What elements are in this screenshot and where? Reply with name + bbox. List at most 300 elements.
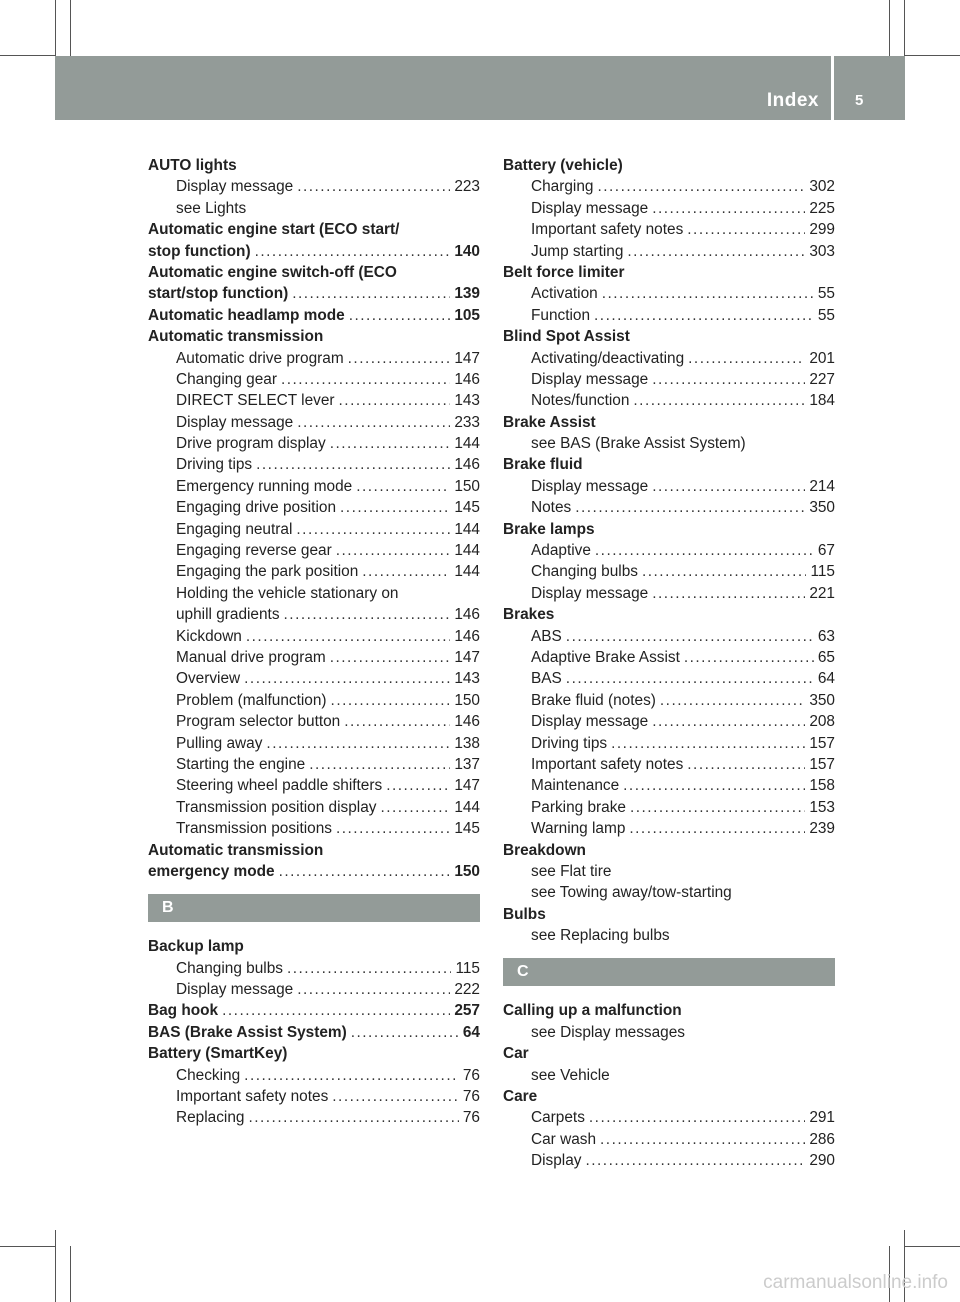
index-entry-text: Backup lamp [148, 938, 244, 956]
index-subentry [148, 668, 480, 689]
index-entry-text: Car wash [531, 1130, 597, 1148]
page-reference[interactable]: 146 [454, 713, 480, 731]
dot-leader [222, 1000, 450, 1021]
dot-leader [332, 1086, 459, 1107]
index-entry-text: Automatic transmission [148, 841, 324, 859]
index-entry-text: Display message [176, 178, 294, 196]
index-heading [148, 1043, 480, 1064]
page-reference[interactable]: 139 [454, 285, 480, 303]
index-subentry [503, 283, 835, 304]
dot-leader [244, 1065, 459, 1086]
page-header [55, 56, 905, 120]
index-entry-text: Brake lamps [503, 520, 595, 538]
index-entry-text: Starting the engine [176, 755, 306, 773]
dot-leader [287, 958, 451, 979]
page-reference[interactable]: 64 [462, 1023, 480, 1041]
dot-leader [652, 711, 805, 732]
index-entry-text: Carpets [531, 1109, 585, 1127]
index-entry-text: Automatic engine start (ECO start/ [148, 221, 400, 239]
index-entry-text: Automatic drive program [176, 349, 344, 367]
page-reference[interactable]: 150 [454, 477, 480, 495]
dot-leader [660, 690, 805, 711]
index-entry-text: see Towing away/tow-starting [531, 884, 732, 902]
index-entry-text: Brakes [503, 606, 555, 624]
index-entry-text: Breakdown [503, 841, 586, 859]
index-subentry [503, 754, 835, 775]
dot-leader [281, 369, 450, 390]
dot-leader [266, 733, 450, 754]
index-entry-text: Display message [176, 981, 294, 999]
index-entry-text: Belt force limiter [503, 263, 625, 281]
index-entry-text: Important safety notes [531, 755, 684, 773]
index-entry-text: Notes/function [531, 392, 630, 410]
page-reference[interactable]: 286 [809, 1130, 835, 1148]
index-subentry [503, 733, 835, 754]
index-entry-text: Bulbs [503, 905, 546, 923]
index-subentry [503, 583, 835, 604]
index-column-left [148, 155, 480, 1129]
index-entry-text: uphill gradients [176, 606, 280, 624]
crop-mark [70, 1246, 71, 1302]
index-subentry [148, 198, 480, 219]
index-entry-text: Function [531, 306, 591, 324]
page-reference[interactable]: 76 [462, 1066, 480, 1084]
index-entry-text: Automatic transmission [148, 328, 324, 346]
page-reference[interactable]: 150 [454, 691, 480, 709]
index-subentry [148, 497, 480, 518]
index-subentry [148, 390, 480, 411]
dot-leader [380, 797, 450, 818]
page-reference[interactable]: 302 [809, 178, 835, 196]
dot-leader [340, 497, 450, 518]
page-number: 5 [855, 92, 864, 109]
dot-leader [687, 219, 805, 240]
dot-leader [348, 348, 451, 369]
dot-leader [244, 668, 450, 689]
dot-leader [386, 775, 450, 796]
index-entry-text: ABS [531, 627, 562, 645]
index-heading [148, 326, 480, 347]
crop-mark [0, 1246, 55, 1247]
dot-leader [292, 283, 450, 304]
page-reference[interactable]: 146 [454, 456, 480, 474]
page-reference[interactable]: 76 [462, 1088, 480, 1106]
dot-leader [630, 797, 805, 818]
index-subentry [148, 979, 480, 1000]
index-subentry [148, 583, 480, 604]
dot-leader [351, 1022, 459, 1043]
index-entry-text: Replacing [176, 1109, 245, 1127]
index-subentry [503, 1129, 835, 1150]
page-reference[interactable]: 147 [454, 349, 480, 367]
index-entry-text: Important safety notes [176, 1088, 329, 1106]
index-entry-text: Display message [176, 413, 294, 431]
page-reference[interactable]: 350 [809, 499, 835, 517]
page-reference[interactable]: 140 [454, 242, 480, 260]
index-subentry [503, 925, 835, 946]
dot-leader [248, 1107, 458, 1128]
crop-mark [889, 0, 890, 56]
page-reference[interactable]: 222 [454, 981, 480, 999]
index-entry-text: Bag hook [148, 1002, 219, 1020]
page-reference[interactable]: 146 [454, 606, 480, 624]
page-reference[interactable]: 350 [809, 691, 835, 709]
index-heading [503, 454, 835, 475]
page-reference[interactable]: 105 [454, 306, 480, 324]
page-reference[interactable]: 303 [809, 242, 835, 260]
index-subentry [503, 348, 835, 369]
index-subentry [148, 958, 480, 979]
dot-leader [688, 348, 805, 369]
index-entry-text: Driving tips [176, 456, 253, 474]
index-subentry [503, 1065, 835, 1086]
index-entry-text: Notes [531, 499, 572, 517]
index-heading [503, 1000, 835, 1021]
index-subentry [503, 1107, 835, 1128]
index-entry-text: Engaging reverse gear [176, 542, 332, 560]
index-heading [148, 1022, 480, 1043]
index-entry-text: Pulling away [176, 734, 263, 752]
index-subentry [503, 241, 835, 262]
index-entry-text: Brake fluid [503, 456, 583, 474]
page-reference[interactable]: 201 [809, 349, 835, 367]
dot-leader [633, 390, 805, 411]
dot-leader [566, 668, 814, 689]
page-reference[interactable]: 144 [454, 435, 480, 453]
page-reference[interactable]: 65 [817, 648, 835, 666]
index-entry-text: Display [531, 1152, 582, 1170]
index-entry-text: Display message [531, 370, 649, 388]
page-reference[interactable]: 143 [454, 392, 480, 410]
dot-leader [336, 818, 450, 839]
index-subentry [148, 604, 480, 625]
index-entry-text: Automatic headlamp mode [148, 306, 345, 324]
dot-leader [687, 754, 805, 775]
dot-leader [331, 690, 451, 711]
page-reference[interactable]: 144 [454, 520, 480, 538]
index-subentry [148, 711, 480, 732]
index-entry-text: Display message [531, 584, 649, 602]
index-entry-text: Holding the vehicle stationary on [176, 584, 399, 602]
index-heading [503, 904, 835, 925]
dot-leader [344, 711, 450, 732]
index-entry-text: Overview [176, 670, 241, 688]
index-entry-text: Display message [531, 199, 649, 217]
index-entry-text: Warning lamp [531, 820, 626, 838]
index-heading [503, 1043, 835, 1064]
index-entry-text: Calling up a malfunction [503, 1002, 682, 1020]
dot-leader [589, 1107, 805, 1128]
index-subentry [503, 647, 835, 668]
index-entry-text: Engaging neutral [176, 520, 293, 538]
dot-leader [362, 561, 450, 582]
index-subentry [503, 861, 835, 882]
page-reference[interactable]: 208 [809, 713, 835, 731]
index-subentry [503, 176, 835, 197]
index-entry-text: Blind Spot Assist [503, 328, 630, 346]
index-heading [148, 219, 480, 240]
index-entry-text: start/stop function) [148, 285, 289, 303]
index-subentry [148, 1086, 480, 1107]
index-heading [503, 840, 835, 861]
dot-leader [330, 433, 451, 454]
index-entry-text: Brake fluid (notes) [531, 691, 656, 709]
index-entry-text: see Vehicle [531, 1066, 610, 1084]
index-subentry [148, 348, 480, 369]
dot-leader [594, 305, 814, 326]
index-heading [148, 262, 480, 283]
dot-leader [336, 540, 451, 561]
index-heading [503, 326, 835, 347]
index-subentry [503, 198, 835, 219]
page-reference[interactable]: 239 [809, 820, 835, 838]
dot-leader [284, 604, 451, 625]
page-reference[interactable]: 147 [454, 777, 480, 795]
index-entry-text: see Replacing bulbs [531, 927, 670, 945]
index-column-right [503, 155, 835, 1172]
page-reference[interactable]: 137 [454, 755, 480, 773]
crop-mark [905, 55, 960, 56]
dot-leader [597, 176, 805, 197]
page-reference[interactable]: 233 [454, 413, 480, 431]
dot-leader [255, 241, 451, 262]
index-subentry [148, 797, 480, 818]
index-subentry [503, 305, 835, 326]
index-entry-text: Battery (SmartKey) [148, 1045, 288, 1063]
index-subentry [503, 561, 835, 582]
index-subentry [148, 176, 480, 197]
index-entry-text: Maintenance [531, 777, 620, 795]
dot-leader [602, 283, 814, 304]
index-subentry [148, 647, 480, 668]
crop-mark [905, 1246, 960, 1247]
index-entry-text: BAS (Brake Assist System) [148, 1023, 347, 1041]
index-entry-text: Parking brake [531, 798, 626, 816]
page-reference[interactable]: 144 [454, 563, 480, 581]
index-subentry [148, 626, 480, 647]
page-reference[interactable]: 144 [454, 542, 480, 560]
page-reference[interactable]: 67 [817, 542, 835, 560]
dot-leader [297, 176, 450, 197]
index-heading [503, 519, 835, 540]
page-reference[interactable]: 143 [454, 670, 480, 688]
page-reference[interactable]: 291 [809, 1109, 835, 1127]
index-entry-text: Engaging drive position [176, 499, 337, 517]
index-entry-text: Drive program display [176, 435, 326, 453]
index-subentry [503, 775, 835, 796]
index-entry-text: Changing bulbs [531, 563, 638, 581]
index-subentry [148, 754, 480, 775]
index-heading [148, 936, 480, 957]
index-entry-text: Display message [531, 477, 649, 495]
index-entry-text: Checking [176, 1066, 241, 1084]
page-reference[interactable]: 214 [809, 477, 835, 495]
index-subentry [148, 818, 480, 839]
dot-leader [566, 626, 814, 647]
dot-leader [623, 775, 805, 796]
index-subentry [503, 690, 835, 711]
page-reference[interactable]: 157 [809, 734, 835, 752]
crop-mark [55, 1230, 56, 1302]
page-reference[interactable]: 153 [809, 798, 835, 816]
index-entry-text: Automatic engine switch-off (ECO [148, 263, 397, 281]
index-subentry [148, 1065, 480, 1086]
dot-leader [629, 818, 805, 839]
dot-leader [652, 198, 805, 219]
index-subentry [148, 433, 480, 454]
index-subentry [503, 882, 835, 903]
dot-leader [600, 1129, 805, 1150]
index-entry-text: Changing bulbs [176, 959, 283, 977]
dot-leader [611, 733, 805, 754]
index-entry-text: Charging [531, 178, 594, 196]
page-reference[interactable]: 299 [809, 221, 835, 239]
page-reference[interactable]: 76 [462, 1109, 480, 1127]
index-entry-text: Engaging the park position [176, 563, 359, 581]
page-reference[interactable]: 55 [817, 285, 835, 303]
index-subentry [148, 733, 480, 754]
dot-leader [575, 497, 805, 518]
dot-leader [339, 390, 451, 411]
index-entry-text: Activating/deactivating [531, 349, 685, 367]
page-reference[interactable]: 221 [809, 584, 835, 602]
index-subentry [148, 1107, 480, 1128]
dot-leader [296, 519, 450, 540]
page-reference[interactable]: 223 [454, 178, 480, 196]
page-reference[interactable]: 290 [809, 1152, 835, 1170]
index-subentry [148, 454, 480, 475]
index-entry-text: DIRECT SELECT lever [176, 392, 335, 410]
index-subentry [503, 476, 835, 497]
dot-leader [642, 561, 806, 582]
index-entry-text: Care [503, 1088, 538, 1106]
page-reference[interactable]: 225 [809, 199, 835, 217]
page-reference[interactable]: 146 [454, 370, 480, 388]
index-subentry [503, 433, 835, 454]
section-letter-bar: C [503, 958, 835, 986]
index-entry-text: Adaptive Brake Assist [531, 648, 680, 666]
page-title: Index [766, 90, 819, 111]
index-heading [503, 604, 835, 625]
page-reference[interactable]: 147 [454, 648, 480, 666]
page-reference[interactable]: 157 [809, 755, 835, 773]
page-reference[interactable]: 138 [454, 734, 480, 752]
dot-leader [309, 754, 450, 775]
index-heading [503, 1086, 835, 1107]
index-heading [503, 412, 835, 433]
dot-leader [297, 412, 450, 433]
page-reference[interactable]: 145 [454, 499, 480, 517]
index-entry-text: see Flat tire [531, 862, 612, 880]
dot-leader [652, 476, 805, 497]
dot-leader [356, 476, 450, 497]
index-entry-text: Car [503, 1045, 529, 1063]
page-reference[interactable]: 184 [809, 392, 835, 410]
index-subentry [503, 1022, 835, 1043]
index-heading [503, 155, 835, 176]
dot-leader [246, 626, 450, 647]
index-heading [148, 155, 480, 176]
dot-leader [585, 1150, 805, 1171]
page-reference[interactable]: 150 [454, 862, 480, 880]
index-subentry [503, 797, 835, 818]
crop-mark [70, 0, 71, 56]
dot-leader [595, 540, 814, 561]
index-entry-text: Adaptive [531, 542, 591, 560]
page-reference[interactable]: 63 [817, 627, 835, 645]
index-subentry [503, 626, 835, 647]
dot-leader [297, 979, 450, 1000]
index-entry-text: Kickdown [176, 627, 242, 645]
index-entry-text: emergency mode [148, 862, 275, 880]
dot-leader [652, 583, 805, 604]
index-subentry [503, 1150, 835, 1171]
index-subentry [503, 369, 835, 390]
page-reference[interactable]: 115 [455, 959, 480, 977]
index-entry-text: Changing gear [176, 370, 277, 388]
index-entry-text: Activation [531, 285, 598, 303]
index-subentry [503, 711, 835, 732]
index-subentry [148, 690, 480, 711]
index-subentry [503, 818, 835, 839]
page-reference[interactable]: 115 [810, 563, 835, 581]
index-heading [148, 840, 480, 861]
watermark: carmanualsonline.info [763, 1272, 948, 1293]
page-reference[interactable]: 145 [454, 820, 480, 838]
index-subentry [503, 390, 835, 411]
index-entry-text: Steering wheel paddle shifters [176, 777, 383, 795]
index-entry-text: BAS [531, 670, 562, 688]
page-reference[interactable]: 227 [809, 370, 835, 388]
crop-mark [0, 55, 55, 56]
index-heading [148, 1000, 480, 1021]
page-reference[interactable]: 158 [809, 777, 835, 795]
index-entry-text: stop function) [148, 242, 251, 260]
index-subentry [148, 540, 480, 561]
page-reference[interactable]: 55 [817, 306, 835, 324]
index-entry-text: Transmission positions [176, 820, 332, 838]
dot-leader [349, 305, 451, 326]
index-entry-text: see BAS (Brake Assist System) [531, 435, 746, 453]
index-subentry [503, 668, 835, 689]
index-subentry [148, 775, 480, 796]
section-letter-bar: B [148, 894, 480, 922]
index-subentry [148, 369, 480, 390]
index-entry-text: see Lights [176, 199, 247, 217]
index-entry-text: Manual drive program [176, 648, 326, 666]
index-entry-text: Driving tips [531, 734, 608, 752]
index-heading [148, 283, 480, 304]
header-separator [831, 56, 834, 120]
index-subentry [503, 540, 835, 561]
index-heading [148, 305, 480, 326]
page-reference[interactable]: 64 [817, 670, 835, 688]
index-heading [503, 262, 835, 283]
index-entry-text: Important safety notes [531, 221, 684, 239]
page-reference[interactable]: 144 [454, 798, 480, 816]
index-subentry [503, 497, 835, 518]
page-reference[interactable]: 146 [454, 627, 480, 645]
dot-leader [684, 647, 814, 668]
index-entry-text: see Display messages [531, 1023, 685, 1041]
page-reference[interactable]: 257 [454, 1002, 480, 1020]
index-subentry [148, 412, 480, 433]
index-subentry [148, 519, 480, 540]
index-entry-text: AUTO lights [148, 157, 237, 174]
index-entry-text: Brake Assist [503, 413, 596, 431]
index-entry-text: Problem (malfunction) [176, 691, 327, 709]
index-entry-text: Program selector button [176, 713, 341, 731]
